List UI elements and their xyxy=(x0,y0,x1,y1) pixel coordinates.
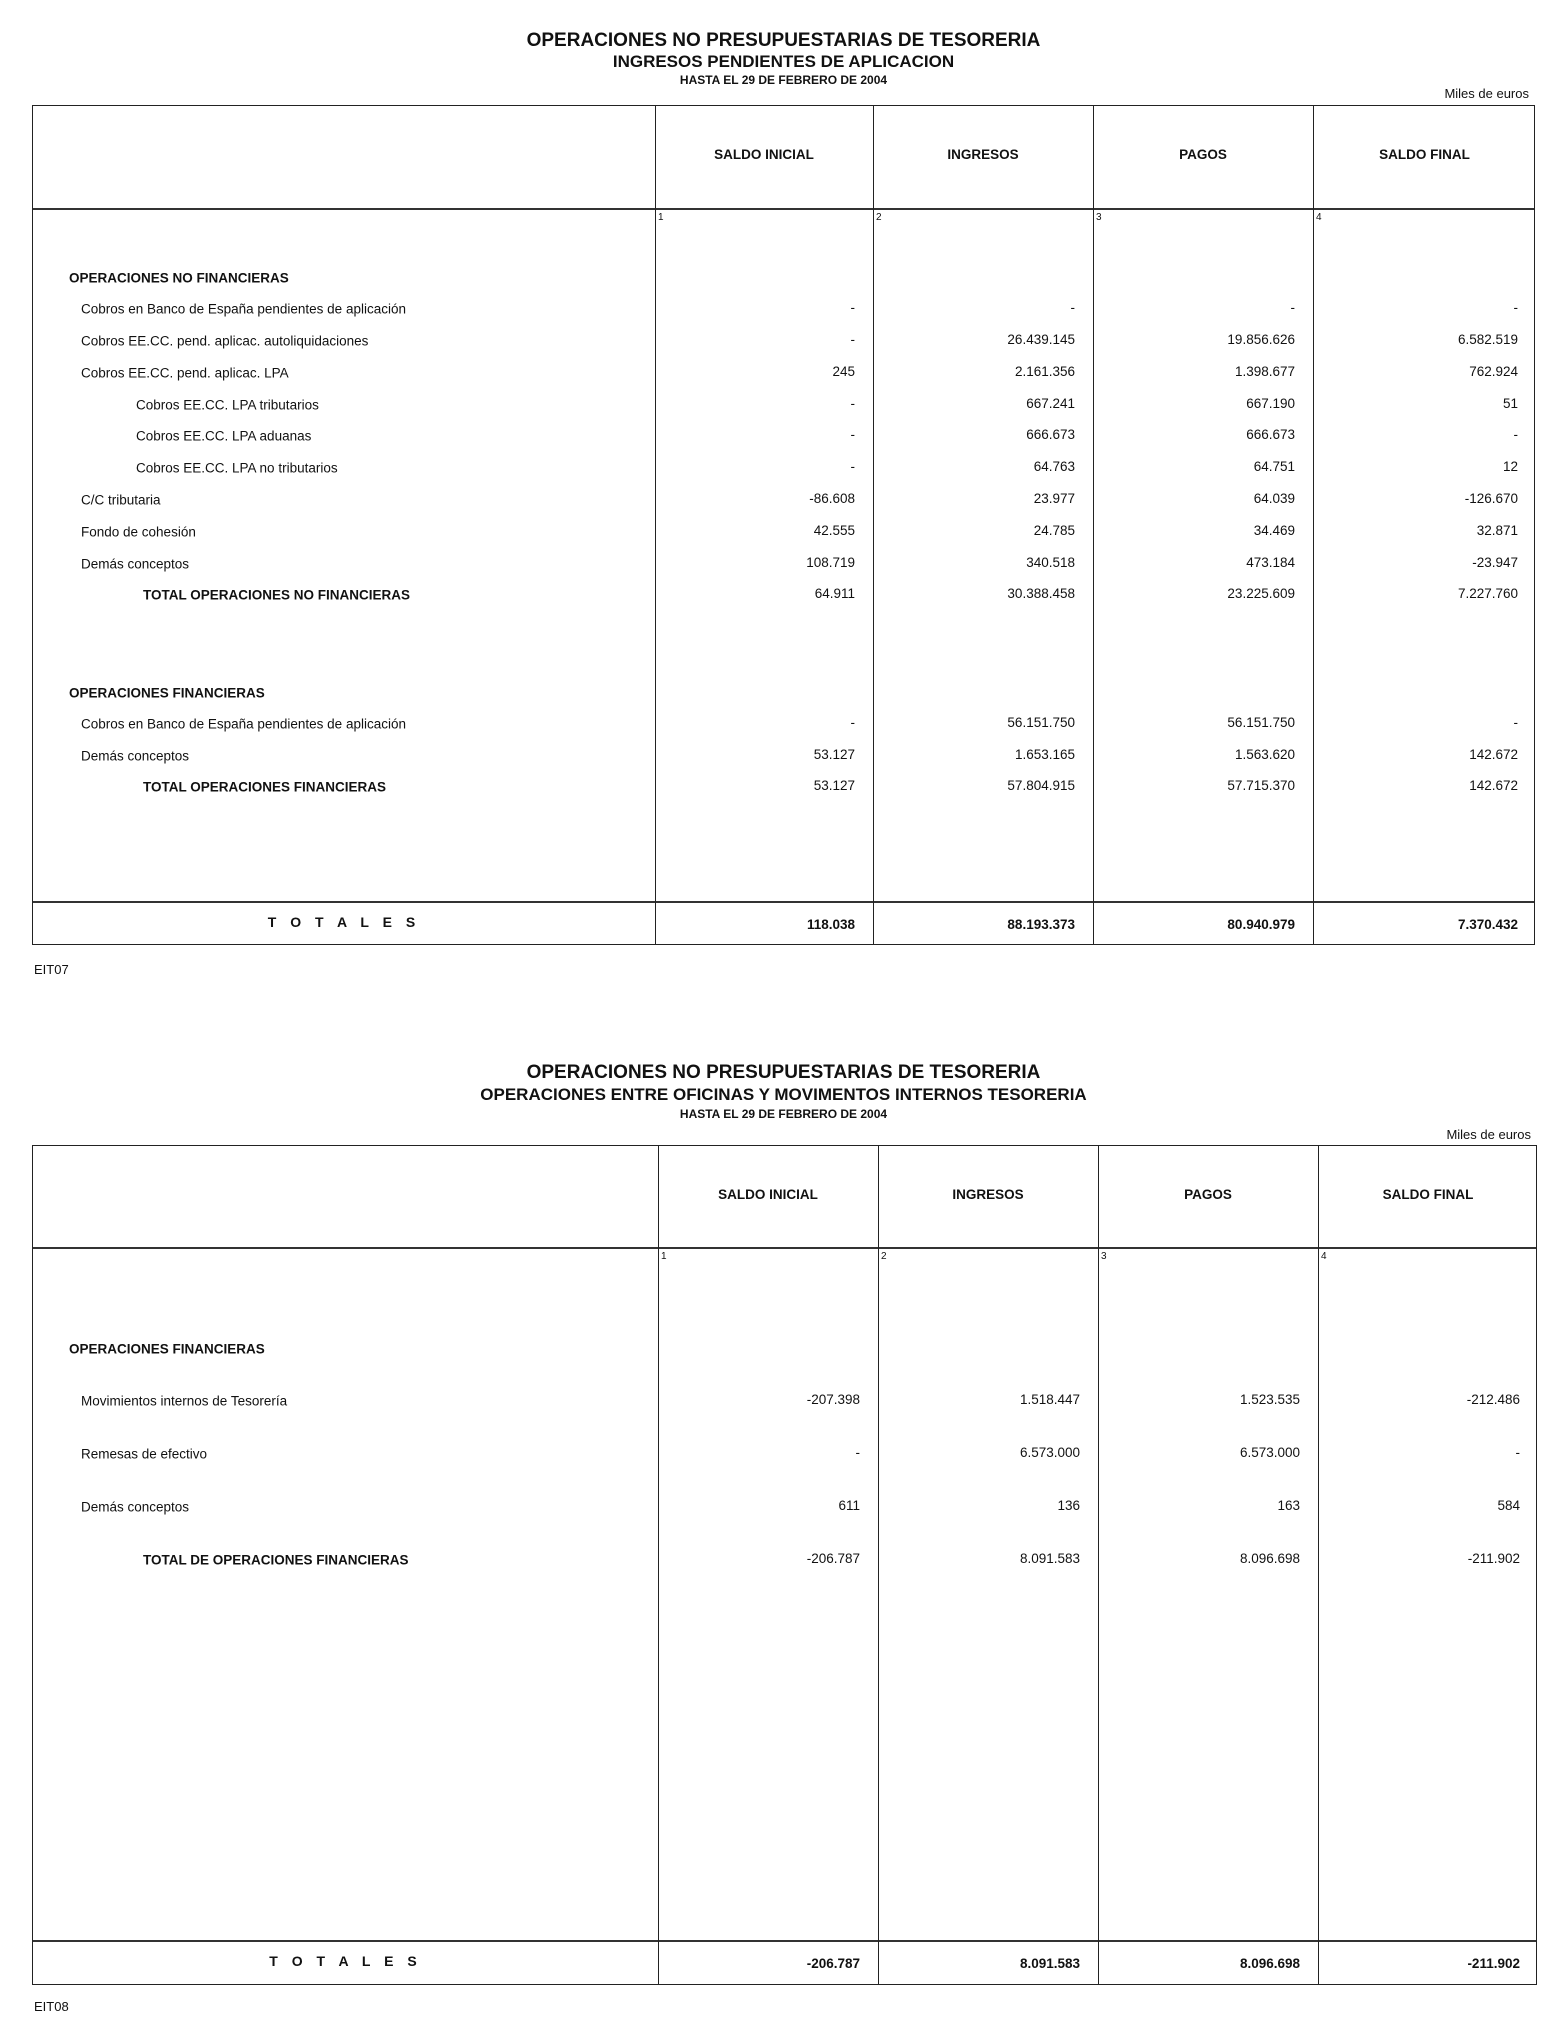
column-header: SALDO INICIAL xyxy=(718,1186,818,1202)
cell-value: 1.563.620 xyxy=(1234,747,1295,762)
cell-value: - xyxy=(1513,715,1518,730)
cell-value: 163 xyxy=(1277,1498,1300,1513)
divider xyxy=(33,901,1534,903)
report-title: OPERACIONES NO PRESUPUESTARIAS DE TESORERIA xyxy=(526,30,1041,51)
report-date: HASTA EL 29 DE FEBRERO DE 2004 xyxy=(679,1107,888,1121)
subtotal-label: TOTAL OPERACIONES NO FINANCIERAS xyxy=(143,587,411,603)
section-heading: OPERACIONES FINANCIERAS xyxy=(69,685,265,701)
column-header: SALDO FINAL xyxy=(1379,147,1470,162)
cell-value: 64.039 xyxy=(1253,491,1295,506)
row-label: Cobros en Banco de España pendientes de aplicación xyxy=(81,716,406,732)
cell-value: - xyxy=(1513,300,1518,315)
cell-value: 108.719 xyxy=(806,555,855,570)
row-label: Movimientos internos de Tesorería xyxy=(81,1393,288,1409)
column-header: INGRESOS xyxy=(952,1186,1024,1202)
cell-value: 584 xyxy=(1497,1498,1520,1513)
report-title: OPERACIONES NO PRESUPUESTARIAS DE TESORERIA xyxy=(526,1062,1041,1083)
total-value: 8.096.698 xyxy=(1239,1956,1300,1971)
cell-value: -86.608 xyxy=(809,491,855,506)
cell-value: 51 xyxy=(1502,396,1518,411)
column-header: SALDO INICIAL xyxy=(714,147,814,162)
units-label: Miles de euros xyxy=(1444,86,1529,101)
cell-value: 340.518 xyxy=(1026,555,1075,570)
row-label: Remesas de efectivo xyxy=(81,1446,208,1462)
cell-value: 64.911 xyxy=(814,586,855,601)
subtotal-label: TOTAL DE OPERACIONES FINANCIERAS xyxy=(143,1552,409,1568)
cell-value: - xyxy=(850,427,855,442)
column-divider xyxy=(1093,106,1094,944)
row-label: Cobros EE.CC. LPA aduanas xyxy=(136,428,312,444)
column-header: PAGOS xyxy=(1184,1186,1232,1202)
cell-value: 762.924 xyxy=(1469,364,1518,379)
cell-value: 32.871 xyxy=(1476,523,1518,538)
subtotal-label: TOTAL OPERACIONES FINANCIERAS xyxy=(143,779,387,795)
cell-value: 1.518.447 xyxy=(1019,1392,1080,1407)
row-label: Fondo de cohesión xyxy=(81,524,196,540)
cell-value: 56.151.750 xyxy=(1227,715,1295,730)
cell-value: 6.582.519 xyxy=(1457,332,1518,347)
cell-value: 1.523.535 xyxy=(1239,1392,1300,1407)
row-label: C/C tributaria xyxy=(81,492,161,508)
row-label: Cobros EE.CC. LPA tributarios xyxy=(136,397,319,413)
cell-value: 1.653.165 xyxy=(1014,747,1075,762)
cell-value: 245 xyxy=(832,364,855,379)
cell-value: 53.127 xyxy=(813,778,855,793)
cell-value: 473.184 xyxy=(1246,555,1295,570)
divider xyxy=(33,1940,1536,1942)
total-value: 80.940.979 xyxy=(1227,917,1295,932)
column-number: 3 xyxy=(1096,212,1102,223)
section-heading: OPERACIONES NO FINANCIERAS xyxy=(69,270,289,286)
column-header: INGRESOS xyxy=(947,147,1019,162)
report-table xyxy=(32,105,1535,945)
cell-value: - xyxy=(850,332,855,347)
column-divider xyxy=(1318,1146,1319,1984)
units-label: Miles de euros xyxy=(1446,1127,1531,1142)
cell-value: - xyxy=(1290,300,1295,315)
cell-value: 64.751 xyxy=(1253,459,1295,474)
cell-value: 667.241 xyxy=(1026,396,1075,411)
column-number: 4 xyxy=(1321,1251,1327,1262)
cell-value: -23.947 xyxy=(1472,555,1518,570)
cell-value: 24.785 xyxy=(1033,523,1075,538)
cell-value: 56.151.750 xyxy=(1007,715,1075,730)
total-value: 7.370.432 xyxy=(1457,917,1518,932)
column-number: 3 xyxy=(1101,1251,1107,1262)
column-divider xyxy=(658,1146,659,1984)
report-code: EIT07 xyxy=(34,962,69,977)
row-label: Demás conceptos xyxy=(81,1499,190,1515)
cell-value: 42.555 xyxy=(813,523,855,538)
cell-value: - xyxy=(855,1445,860,1460)
cell-value: 611 xyxy=(838,1498,860,1513)
cell-value: 12 xyxy=(1502,459,1518,474)
column-header: PAGOS xyxy=(1179,147,1227,162)
cell-value: -212.486 xyxy=(1466,1392,1520,1407)
cell-value: - xyxy=(850,300,855,315)
cell-value: 19.856.626 xyxy=(1227,332,1295,347)
report-subtitle: INGRESOS PENDIENTES DE APLICACION xyxy=(612,52,955,71)
cell-value: 2.161.356 xyxy=(1014,364,1075,379)
column-number: 1 xyxy=(658,212,664,223)
column-divider xyxy=(878,1146,879,1984)
cell-value: -126.670 xyxy=(1464,491,1518,506)
cell-value: 57.804.915 xyxy=(1007,778,1075,793)
cell-value: 26.439.145 xyxy=(1007,332,1075,347)
cell-value: -211.902 xyxy=(1467,1551,1520,1566)
section-heading: OPERACIONES FINANCIERAS xyxy=(69,1341,265,1357)
column-header: SALDO FINAL xyxy=(1382,1186,1474,1202)
report-table xyxy=(32,1145,1537,1985)
cell-value: 8.091.583 xyxy=(1019,1551,1080,1566)
report-subtitle: OPERACIONES ENTRE OFICINAS Y MOVIMENTOS INTERNOS TESORERIA xyxy=(480,1085,1087,1104)
column-divider xyxy=(873,106,874,944)
cell-value: 53.127 xyxy=(813,747,855,762)
totals-label: T O T A L E S xyxy=(267,914,421,930)
totals-label: T O T A L E S xyxy=(269,1953,422,1969)
cell-value: 142.672 xyxy=(1469,747,1518,762)
cell-value: 64.763 xyxy=(1033,459,1075,474)
cell-value: - xyxy=(1513,427,1518,442)
total-value: 118.038 xyxy=(806,917,855,932)
cell-value: 30.388.458 xyxy=(1007,586,1075,601)
column-number: 1 xyxy=(661,1251,667,1262)
column-number: 4 xyxy=(1316,212,1322,223)
divider xyxy=(33,1247,1536,1249)
cell-value: 7.227.760 xyxy=(1457,586,1518,601)
cell-value: -207.398 xyxy=(806,1392,860,1407)
total-value: 8.091.583 xyxy=(1019,1956,1080,1971)
cell-value: 6.573.000 xyxy=(1239,1445,1300,1460)
cell-value: 34.469 xyxy=(1253,523,1295,538)
cell-value: - xyxy=(850,715,855,730)
cell-value: 8.096.698 xyxy=(1239,1551,1300,1566)
cell-value: - xyxy=(1070,300,1075,315)
row-label: Cobros EE.CC. pend. aplicac. autoliquidaciones xyxy=(81,333,369,349)
cell-value: - xyxy=(1515,1445,1520,1460)
total-value: -206.787 xyxy=(806,1956,860,1971)
row-label: Cobros EE.CC. pend. aplicac. LPA xyxy=(81,365,289,381)
cell-value: 136 xyxy=(1057,1498,1080,1513)
row-label: Demás conceptos xyxy=(81,556,190,572)
row-label: Cobros en Banco de España pendientes de aplicación xyxy=(81,301,406,317)
cell-value: 23.977 xyxy=(1033,491,1075,506)
cell-value: -206.787 xyxy=(806,1551,860,1566)
cell-value: 142.672 xyxy=(1469,778,1518,793)
cell-value: 666.673 xyxy=(1026,427,1075,442)
column-number: 2 xyxy=(881,1251,887,1262)
column-number: 2 xyxy=(876,212,882,223)
cell-value: 1.398.677 xyxy=(1234,364,1295,379)
column-divider xyxy=(1098,1146,1099,1984)
cell-value: 23.225.609 xyxy=(1227,586,1295,601)
report-date: HASTA EL 29 DE FEBRERO DE 2004 xyxy=(679,73,888,87)
total-value: -211.902 xyxy=(1467,1956,1520,1971)
total-value: 88.193.373 xyxy=(1007,917,1075,932)
cell-value: 666.673 xyxy=(1246,427,1295,442)
column-divider xyxy=(1313,106,1314,944)
row-label: Cobros EE.CC. LPA no tributarios xyxy=(136,460,338,476)
divider xyxy=(33,208,1534,210)
cell-value: - xyxy=(850,459,855,474)
cell-value: - xyxy=(850,396,855,411)
cell-value: 667.190 xyxy=(1246,396,1295,411)
report-code: EIT08 xyxy=(34,1999,69,2014)
row-label: Demás conceptos xyxy=(81,748,190,764)
cell-value: 57.715.370 xyxy=(1227,778,1295,793)
cell-value: 6.573.000 xyxy=(1019,1445,1080,1460)
